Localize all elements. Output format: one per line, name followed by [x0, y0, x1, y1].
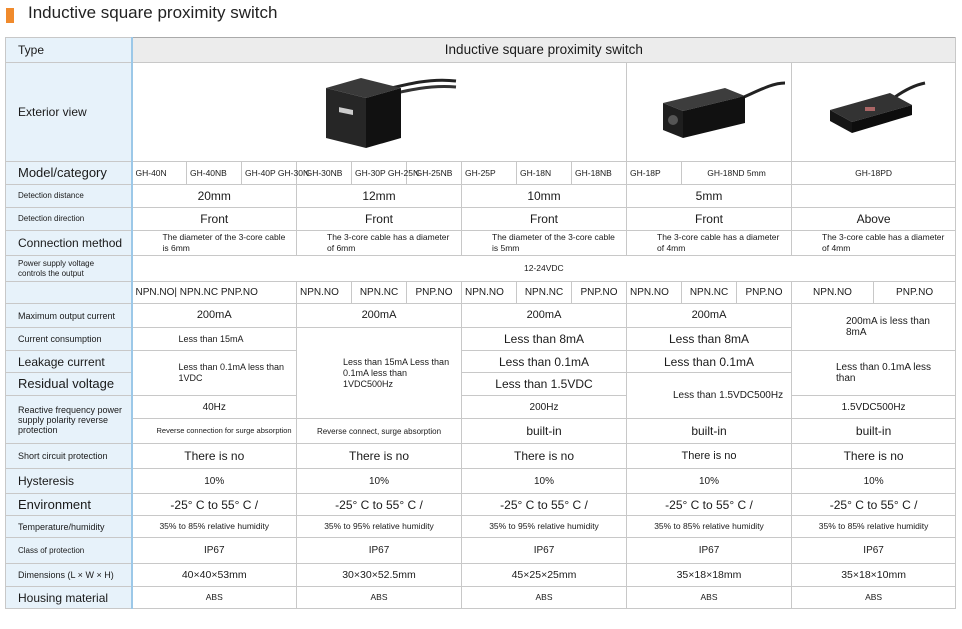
- value-cell: There is no: [462, 444, 627, 469]
- value-cell: Less than 1.5VDC: [462, 373, 627, 396]
- model-cell: GH-18N: [517, 162, 572, 185]
- value-cell: 200Hz: [462, 396, 627, 419]
- value-cell: NPN.NO| NPN.NC PNP.NO: [132, 282, 297, 304]
- power-supply-label: [6, 256, 132, 282]
- model-cell: GH-40NB: [187, 162, 242, 185]
- value-cell: Less than 0.1mA less than: [792, 351, 956, 396]
- value-cell: built-in: [627, 419, 792, 444]
- type-label: Type: [6, 38, 132, 63]
- model-cell: GH-40P GH-30N: [242, 162, 297, 185]
- leakage-current-label: Leakage current: [6, 351, 132, 373]
- value-cell: Front: [462, 208, 627, 231]
- model-cell: GH-40N: [132, 162, 187, 185]
- value-cell: -25° C to 55° C /: [462, 494, 627, 516]
- exterior-image-flat: [792, 63, 956, 162]
- model-cell: GH-30NB: [297, 162, 352, 185]
- residual-voltage-label: Residual voltage: [6, 373, 132, 396]
- value-cell: 12mm: [297, 185, 462, 208]
- value-cell: 10%: [627, 469, 792, 494]
- value-cell: 45×25×25mm: [462, 564, 627, 587]
- model-cell: GH-30P GH-25N: [352, 162, 407, 185]
- value-cell: There is no: [132, 444, 297, 469]
- page-header: [4, 0, 954, 30]
- value-cell: ABS: [792, 587, 956, 609]
- value-cell: NPN.NO: [627, 282, 682, 304]
- value-cell: 10mm: [462, 185, 627, 208]
- model-cell: GH-25P: [462, 162, 517, 185]
- value-cell: Above: [792, 208, 956, 231]
- value-cell: NPN.NC: [682, 282, 737, 304]
- value-cell: 10%: [297, 469, 462, 494]
- value-cell: IP67: [462, 538, 627, 564]
- value-cell: IP67: [627, 538, 792, 564]
- voltage-cell: 12-24VDC: [132, 256, 956, 282]
- value-cell: IP67: [132, 538, 297, 564]
- value-cell: 200mA is less than 8mA: [792, 304, 956, 351]
- value-cell: 35×18×18mm: [627, 564, 792, 587]
- exterior-image-medium: [627, 63, 792, 162]
- value-cell: PNP.NO: [874, 282, 956, 304]
- model-cell: GH-18PD: [792, 162, 956, 185]
- model-label: Model/category: [6, 162, 132, 185]
- value-cell: The diameter of the 3-core cable is 6mm: [132, 231, 297, 256]
- value-cell: Less than 0.1mA: [462, 351, 627, 373]
- value-cell: IP67: [792, 538, 956, 564]
- value-cell: 35% to 95% relative humidity: [297, 516, 462, 538]
- short-circuit-label: Short circuit protection: [6, 444, 132, 469]
- sensor-18-image: [655, 78, 795, 148]
- value-cell: NPN.NC: [517, 282, 572, 304]
- value-cell: built-in: [792, 419, 956, 444]
- value-cell: ABS: [297, 587, 462, 609]
- value-cell: -25° C to 55° C /: [297, 494, 462, 516]
- detection-distance-label: Detection distance: [6, 185, 132, 208]
- value-cell: The 3-core cable has a diameter of 6mm: [297, 231, 462, 256]
- value-cell: 200mA: [462, 304, 627, 328]
- value-cell: 200mA: [132, 304, 297, 328]
- exterior-image-large: [132, 63, 627, 162]
- value-cell: NPN.NO: [297, 282, 352, 304]
- value-cell: 40×40×53mm: [132, 564, 297, 587]
- value-cell: 30×30×52.5mm: [297, 564, 462, 587]
- value-cell: PNP.NO: [407, 282, 462, 304]
- value-cell: -25° C to 55° C /: [132, 494, 297, 516]
- output-label: [6, 282, 132, 304]
- value-cell: 35% to 85% relative humidity: [627, 516, 792, 538]
- value-cell: 40Hz: [132, 396, 297, 419]
- controls-output-text: controls the output: [18, 268, 84, 278]
- value-cell: 35% to 95% relative humidity: [462, 516, 627, 538]
- value-cell: Less than 15mA Less than 0.1mA less than 1VDC500Hz: [297, 328, 462, 419]
- value-cell: The 3-core cable has a diameter of 4mm: [627, 231, 792, 256]
- value-cell: Front: [132, 208, 297, 231]
- value-cell: -25° C to 55° C /: [792, 494, 956, 516]
- value-cell: Less than 0.1mA less than 1VDC: [132, 351, 297, 396]
- value-cell: Less than 8mA: [627, 328, 792, 351]
- dimensions-label: Dimensions (L × W × H): [6, 564, 132, 587]
- page-title: Inductive square proximity switch: [28, 3, 278, 22]
- value-cell: Reverse connection for surge absorption: [132, 419, 297, 444]
- value-cell: IP67: [297, 538, 462, 564]
- exterior-label: Exterior view: [6, 63, 132, 162]
- value-cell: 200mA: [627, 304, 792, 328]
- connection-label: Connection method: [6, 231, 132, 256]
- value-cell: The 3-core cable has a diameter of 4mm: [792, 231, 956, 256]
- value-cell: Less than 1.5VDC500Hz: [627, 373, 792, 419]
- model-cell: GH-25NB: [407, 162, 462, 185]
- spec-table: [5, 37, 956, 609]
- value-cell: 10%: [792, 469, 956, 494]
- value-cell: NPN.NO: [462, 282, 517, 304]
- detection-direction-label: Detection direction: [6, 208, 132, 231]
- value-cell: There is no: [792, 444, 956, 469]
- value-cell: [792, 185, 956, 208]
- value-cell: Less than 15mA: [132, 328, 297, 351]
- value-cell: 200mA: [297, 304, 462, 328]
- value-cell: 35×18×10mm: [792, 564, 956, 587]
- value-cell: There is no: [627, 444, 792, 469]
- value-cell: There is no: [297, 444, 462, 469]
- model-cell: GH-18ND 5mm: [682, 162, 792, 185]
- value-cell: Front: [627, 208, 792, 231]
- type-value: Inductive square proximity switch: [132, 38, 956, 63]
- sensor-flat-image: [820, 75, 930, 145]
- power-supply-text: Power supply voltage: [18, 258, 95, 268]
- value-cell: The diameter of the 3-core cable is 5mm: [462, 231, 627, 256]
- value-cell: 10%: [462, 469, 627, 494]
- value-cell: 1.5VDC500Hz: [792, 396, 956, 419]
- model-cell: GH-18P: [627, 162, 682, 185]
- value-cell: built-in: [462, 419, 627, 444]
- value-cell: Less than 8mA: [462, 328, 627, 351]
- value-cell: PNP.NO: [737, 282, 792, 304]
- value-cell: 35% to 85% relative humidity: [792, 516, 956, 538]
- value-cell: NPN.NO: [792, 282, 874, 304]
- value-cell: 35% to 85% relative humidity: [132, 516, 297, 538]
- reactive-frequency-label: Reactive frequency power supply polarity reverse protection: [6, 396, 132, 444]
- sensor-40-image: [301, 73, 461, 153]
- hysteresis-label: Hysteresis: [6, 469, 132, 494]
- temp-humidity-label: Temperature/humidity: [6, 516, 132, 538]
- value-cell: 10%: [132, 469, 297, 494]
- value-cell: 5mm: [627, 185, 792, 208]
- housing-label: Housing material: [6, 587, 132, 609]
- environment-label: Environment: [6, 494, 132, 516]
- max-current-label: Maximum output current: [6, 304, 132, 328]
- value-cell: Reverse connect, surge absorption: [297, 419, 462, 444]
- value-cell: Less than 0.1mA: [627, 351, 792, 373]
- current-consumption-label: Current consumption: [6, 328, 132, 351]
- value-cell: -25° C to 55° C /: [627, 494, 792, 516]
- value-cell: Front: [297, 208, 462, 231]
- value-cell: ABS: [462, 587, 627, 609]
- value-cell: PNP.NO: [572, 282, 627, 304]
- accent-bar: [6, 8, 14, 23]
- protection-class-label: Class of protection: [6, 538, 132, 564]
- value-cell: 20mm: [132, 185, 297, 208]
- value-cell: NPN.NC: [352, 282, 407, 304]
- model-cell: GH-18NB: [572, 162, 627, 185]
- value-cell: ABS: [132, 587, 297, 609]
- value-cell: ABS: [627, 587, 792, 609]
